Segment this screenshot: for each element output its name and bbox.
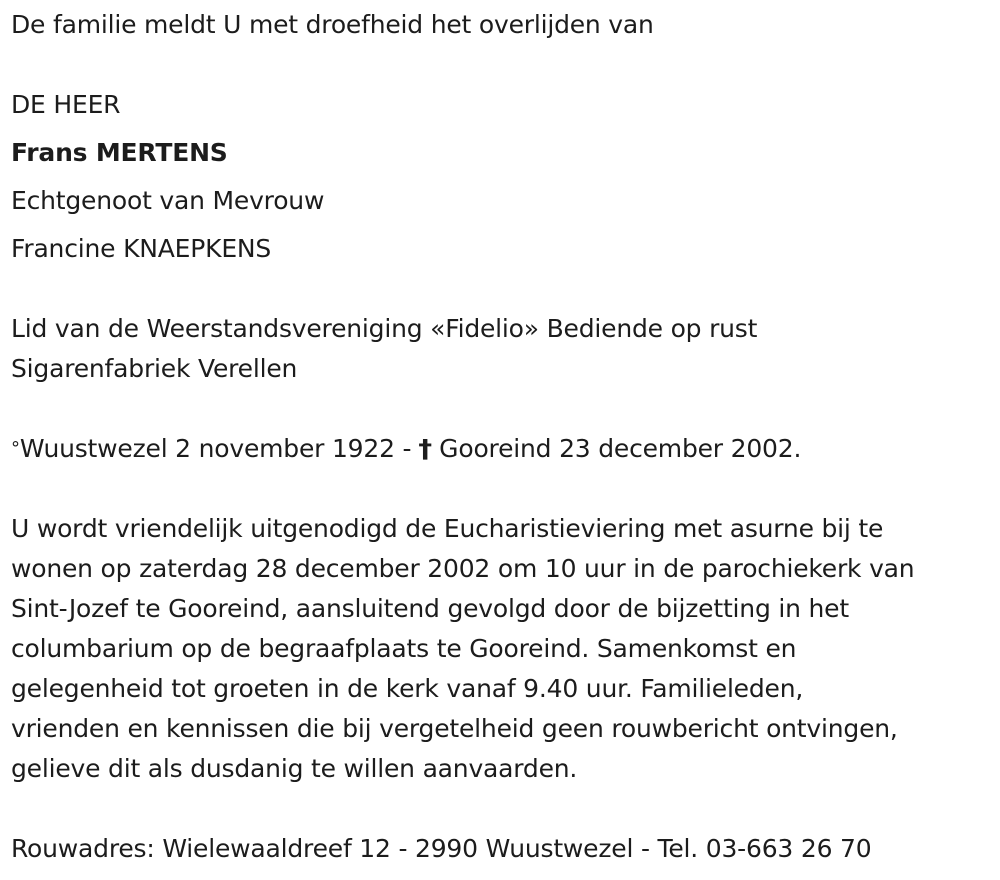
- deceased-name: Frans MERTENS: [11, 138, 228, 167]
- affiliation-line-1: Lid van de Weerstandsvereniging «Fidelio» Bediende op rust: [11, 314, 758, 343]
- deceased-title: DE HEER: [11, 90, 121, 119]
- address-line: Rouwadres: Wielewaaldreef 12 - 2990 Wuustwezel - Tel. 03-663 26 70: [11, 834, 872, 863]
- affiliation-line-2: Sigarenfabriek Verellen: [11, 354, 298, 383]
- invitation-line: columbarium op de begraafplaats te Gooreind. Samenkomst en: [11, 634, 797, 663]
- death-cross-icon: †: [418, 434, 433, 463]
- invitation-line: gelegenheid tot groeten in de kerk vanaf 9.40 uur. Familieleden,: [11, 674, 804, 703]
- invitation-line: gelieve dit als dusdanig te willen aanvaarden.: [11, 754, 578, 783]
- dates-line: [11, 433, 801, 465]
- relation-text: Echtgenoot van Mevrouw: [11, 186, 325, 215]
- birth-text: Wuustwezel 2 november 1922 -: [19, 434, 420, 463]
- invitation-line: Sint-Jozef te Gooreind, aansluitend gevolgd door de bijzetting in het: [11, 594, 849, 623]
- invitation-line: wonen op zaterdag 28 december 2002 om 10 uur in de parochiekerk van: [11, 554, 915, 583]
- intro-text: De familie meldt U met droefheid het overlijden van: [11, 10, 654, 39]
- death-text: Gooreind 23 december 2002.: [431, 434, 802, 463]
- invitation-line: U wordt vriendelijk uitgenodigd de Eucharistieviering met asurne bij te: [11, 514, 884, 543]
- spouse-name: Francine KNAEPKENS: [11, 234, 272, 263]
- birth-symbol: °: [11, 438, 20, 459]
- invitation-line: vrienden en kennissen die bij vergetelheid geen rouwbericht ontvingen,: [11, 714, 898, 743]
